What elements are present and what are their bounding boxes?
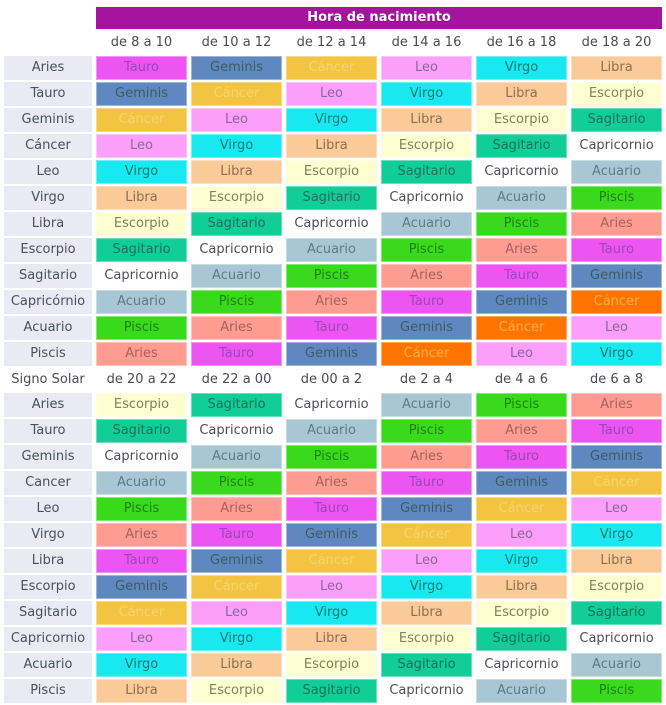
sign-cell: Cáncer [96,108,187,132]
sign-cell: Tauro [96,549,187,573]
sign-cell: Libra [571,549,662,573]
sign-cell: Tauro [381,290,472,314]
sign-cell: Acuario [286,238,377,262]
sign-cell: Piscis [381,419,472,443]
row-label: Libra [4,549,92,573]
section-label: Signo Solar [4,368,92,391]
sign-cell: Virgo [381,82,472,106]
hour-header-cell: de 10 a 12 [191,31,282,54]
hour-header-cell: de 2 a 4 [381,368,472,391]
row-label: Virgo [4,523,92,547]
sign-cell: Escorpio [476,601,567,625]
sign-cell: Sagitario [571,601,662,625]
sign-cell: Aries [476,238,567,262]
sign-cell: Geminis [476,290,567,314]
sign-cell: Aries [96,342,187,366]
sign-cell: Cáncer [571,471,662,495]
table-row [4,471,662,495]
sign-cell: Libra [191,653,282,677]
sign-cell: Cáncer [96,601,187,625]
row-label: Acuario [4,316,92,340]
table-row [4,316,662,340]
sign-cell: Capricornio [191,238,282,262]
sign-cell: Leo [476,523,567,547]
sign-cell: Escorpio [96,393,187,417]
sign-cell: Sagitario [381,160,472,184]
table-row [4,419,662,443]
hour-header-cell: de 6 a 8 [571,368,662,391]
hour-header-cell: de 12 a 14 [286,31,377,54]
table-row [4,393,662,417]
hour-header-cell: de 14 a 16 [381,31,472,54]
sign-cell: Geminis [96,82,187,106]
sign-cell: Aries [476,419,567,443]
sign-cell: Sagitario [571,108,662,132]
table-row [4,186,662,210]
sign-cell: Aries [286,471,377,495]
sign-cell: Cáncer [191,575,282,599]
sign-cell: Escorpio [571,575,662,599]
row-label: Leo [4,497,92,521]
sign-cell: Geminis [381,497,472,521]
sign-cell: Libra [476,575,567,599]
row-label: Aries [4,56,92,80]
sign-cell: Piscis [286,264,377,288]
sign-cell: Acuario [191,264,282,288]
sign-cell: Piscis [191,290,282,314]
sign-cell: Aries [286,290,377,314]
sign-cell: Tauro [476,445,567,469]
sign-cell: Leo [191,601,282,625]
corner-cell [4,7,92,29]
sign-cell: Virgo [191,134,282,158]
sign-cell: Cáncer [381,342,472,366]
sign-cell: Escorpio [286,653,377,677]
sign-cell: Virgo [476,549,567,573]
sign-cell: Sagitario [191,212,282,236]
sign-cell: Cáncer [476,497,567,521]
sign-cell: Cáncer [381,523,472,547]
row-label: Capricornio [4,627,92,651]
row-label: Acuario [4,653,92,677]
sign-cell: Capricornio [96,445,187,469]
hour-header-row [4,31,662,54]
sign-cell: Tauro [381,471,472,495]
row-label: Sagitario [4,264,92,288]
row-label: Aries [4,393,92,417]
sign-cell: Virgo [96,653,187,677]
sign-cell: Cáncer [286,549,377,573]
hour-header-cell: de 16 a 18 [476,31,567,54]
sign-cell: Escorpio [381,627,472,651]
sign-cell: Escorpio [571,82,662,106]
sign-cell: Geminis [476,471,567,495]
sign-cell: Aries [381,264,472,288]
hour-header-cell: de 00 a 2 [286,368,377,391]
sign-cell: Libra [286,627,377,651]
table-row [4,290,662,314]
sign-cell: Acuario [571,160,662,184]
sign-cell: Sagitario [286,679,377,703]
sign-cell: Geminis [191,549,282,573]
row-label: Cancer [4,471,92,495]
table-row [4,627,662,651]
table-title: Hora de nacimiento [96,7,662,29]
sign-cell: Piscis [96,497,187,521]
sign-cell: Geminis [191,56,282,80]
row-label: Libra [4,212,92,236]
sign-cell: Libra [286,134,377,158]
table-row [4,549,662,573]
table-row [4,679,662,703]
sign-cell: Aries [96,523,187,547]
sign-cell: Escorpio [191,679,282,703]
sign-cell: Acuario [381,393,472,417]
sign-cell: Sagitario [96,238,187,262]
sign-cell: Libra [476,82,567,106]
table-row [4,575,662,599]
sign-cell: Tauro [476,264,567,288]
sign-cell: Leo [96,134,187,158]
sign-cell: Capricornio [96,264,187,288]
sign-cell: Acuario [96,471,187,495]
sign-cell: Acuario [571,653,662,677]
sign-cell: Acuario [476,679,567,703]
sign-cell: Virgo [571,342,662,366]
sign-cell: Piscis [571,186,662,210]
sign-cell: Aries [571,212,662,236]
sign-cell: Cáncer [286,56,377,80]
sign-cell: Geminis [96,575,187,599]
sign-cell: Sagitario [96,419,187,443]
sign-cell: Virgo [476,56,567,80]
sign-cell: Tauro [96,56,187,80]
hour-header-cell: de 18 a 20 [571,31,662,54]
sign-cell: Leo [571,497,662,521]
sign-cell: Sagitario [476,627,567,651]
sign-cell: Virgo [286,601,377,625]
sign-cell: Acuario [96,290,187,314]
sign-cell: Piscis [476,393,567,417]
table-row [4,445,662,469]
hour-header-cell: de 4 a 6 [476,368,567,391]
sign-cell: Virgo [191,627,282,651]
row-label: Geminis [4,445,92,469]
table-row [4,653,662,677]
sign-cell: Tauro [191,523,282,547]
sign-cell: Geminis [381,316,472,340]
table-row [4,160,662,184]
sign-cell: Capricornio [571,627,662,651]
table-row [4,342,662,366]
sign-cell: Capricornio [286,393,377,417]
sign-cell: Escorpio [96,212,187,236]
sign-cell: Capricornio [191,419,282,443]
row-label: Cáncer [4,134,92,158]
sign-cell: Geminis [286,523,377,547]
table-row [4,264,662,288]
sign-cell: Libra [96,679,187,703]
sign-cell: Cáncer [191,82,282,106]
sign-cell: Cáncer [571,290,662,314]
sign-cell: Capricornio [476,160,567,184]
sign-cell: Geminis [571,445,662,469]
row-label: Escorpio [4,575,92,599]
title-row [4,7,662,29]
sign-cell: Capricornio [286,212,377,236]
sign-cell: Geminis [571,264,662,288]
hour-header-cell: de 8 a 10 [96,31,187,54]
sign-cell: Capricornio [381,679,472,703]
sign-cell: Tauro [286,316,377,340]
sign-cell: Capricornio [571,134,662,158]
sign-cell: Leo [381,549,472,573]
hour-header-cell: de 20 a 22 [96,368,187,391]
row-label: Piscis [4,679,92,703]
sign-cell: Leo [191,108,282,132]
table-row [4,497,662,521]
sign-cell: Sagitario [381,653,472,677]
sign-cell: Acuario [286,419,377,443]
sign-cell: Aries [381,445,472,469]
sign-cell: Sagitario [286,186,377,210]
sign-cell: Piscis [571,679,662,703]
sign-cell: Leo [96,627,187,651]
row-label: Virgo [4,186,92,210]
sign-cell: Tauro [286,497,377,521]
ascendant-table [0,5,666,705]
sign-cell: Aries [191,316,282,340]
table-row [4,108,662,132]
sign-cell: Leo [286,575,377,599]
hour-header-row [4,368,662,391]
row-label: Capricórnio [4,290,92,314]
sign-cell: Virgo [571,523,662,547]
sign-cell: Acuario [191,445,282,469]
sign-cell: Tauro [571,419,662,443]
sign-cell: Acuario [381,212,472,236]
sign-cell: Virgo [381,575,472,599]
sign-cell: Escorpio [286,160,377,184]
sign-cell: Tauro [191,342,282,366]
table-row [4,212,662,236]
sign-cell: Virgo [286,108,377,132]
sign-cell: Escorpio [476,108,567,132]
sign-cell: Libra [191,160,282,184]
sign-cell: Leo [476,342,567,366]
sign-cell: Virgo [96,160,187,184]
sign-cell: Piscis [96,316,187,340]
row-label: Escorpio [4,238,92,262]
sign-cell: Tauro [571,238,662,262]
sign-cell: Aries [571,393,662,417]
sign-cell: Leo [381,56,472,80]
sign-cell: Escorpio [191,186,282,210]
sign-cell: Leo [286,82,377,106]
row-label: Tauro [4,419,92,443]
sign-cell: Piscis [191,471,282,495]
table-row [4,523,662,547]
sign-cell: Sagitario [476,134,567,158]
sign-cell: Piscis [286,445,377,469]
sign-cell: Acuario [476,186,567,210]
sign-cell: Libra [96,186,187,210]
table-row [4,601,662,625]
hour-header-cell: de 22 a 00 [191,368,282,391]
table-row [4,238,662,262]
table-row [4,56,662,80]
sign-cell: Leo [571,316,662,340]
hour-header-corner [4,31,92,54]
sign-cell: Capricornio [381,186,472,210]
sign-cell: Cáncer [476,316,567,340]
row-label: Piscis [4,342,92,366]
table-row [4,134,662,158]
sign-cell: Libra [571,56,662,80]
row-label: Leo [4,160,92,184]
sign-cell: Libra [381,601,472,625]
row-label: Sagitario [4,601,92,625]
sign-cell: Piscis [381,238,472,262]
sign-cell: Escorpio [381,134,472,158]
sign-cell: Geminis [286,342,377,366]
sign-cell: Aries [191,497,282,521]
row-label: Tauro [4,82,92,106]
sign-cell: Sagitario [191,393,282,417]
row-label: Geminis [4,108,92,132]
sign-cell: Capricornio [476,653,567,677]
table-row [4,82,662,106]
sign-cell: Libra [381,108,472,132]
sign-cell: Piscis [476,212,567,236]
